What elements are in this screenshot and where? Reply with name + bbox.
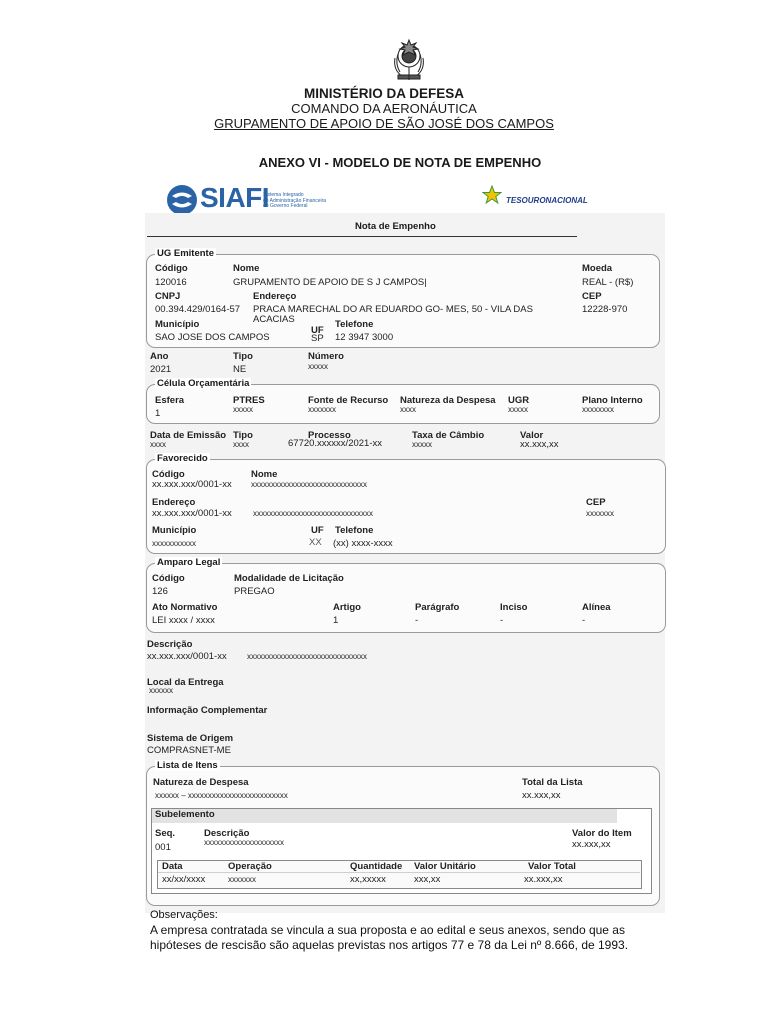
favorecido-municipio-label: Município xyxy=(152,525,197,536)
alinea-label: Alínea xyxy=(582,602,611,613)
ug-endereco-value: PRACA MARECHAL DO AR EDUARDO GO- MES, 50 - VILA DAS xyxy=(253,304,533,315)
amparo-codigo-label: Código xyxy=(152,573,185,584)
ano-label: Ano xyxy=(150,351,169,362)
ug-uf-value: SP xyxy=(311,333,324,344)
document-title: Nota de Empenho xyxy=(355,221,436,232)
descricao-value: xxxxxxxxxxxxxxxxxxxxxxxxxxxxxx xyxy=(247,652,367,661)
table-cell-valor-unitario: xxx,xx xyxy=(414,874,441,885)
data-emissao-label: Data de Emissão xyxy=(150,430,227,441)
ug-municipio-label: Município xyxy=(155,319,200,330)
title-divider xyxy=(147,236,577,237)
favorecido-endereco-value: xxxxxxxxxxxxxxxxxxxxxxxxxxxxxx xyxy=(253,509,373,518)
favorecido-municipio-value: xxxxxxxxxxx xyxy=(152,539,196,548)
valor-item-label: Valor do Item xyxy=(572,828,632,839)
paragrafo-label: Parágrafo xyxy=(415,602,460,613)
ug-cep-value: 12228-970 xyxy=(582,304,628,315)
header-group: GRUPAMENTO DE APOIO DE SÃO JOSÉ DOS CAMPOS xyxy=(214,116,554,131)
inciso-value: - xyxy=(500,615,504,626)
descricao-label: Descrição xyxy=(147,639,193,650)
item-descricao-label: Descrição xyxy=(204,828,250,839)
header-command: COMANDO DA AERONÁUTICA xyxy=(291,101,477,116)
star-icon xyxy=(482,185,502,205)
informacao-complementar-label: Informação Complementar xyxy=(147,705,268,716)
artigo-value: 1 xyxy=(333,615,339,626)
table-cell-operacao: xxxxxxx xyxy=(228,875,256,884)
ug-cep-label: CEP xyxy=(582,291,602,302)
local-entrega-label: Local da Entrega xyxy=(147,677,224,688)
processo-label: Processo xyxy=(308,430,351,441)
artigo-label: Artigo xyxy=(333,602,361,613)
esfera-value: 1 xyxy=(155,408,161,419)
siafi-emblem-icon xyxy=(166,184,198,216)
coat-of-arms-icon xyxy=(390,36,428,84)
table-cell-data: xx/xx/xxxx xyxy=(162,874,206,885)
ug-codigo-value: 120016 xyxy=(155,277,187,288)
lista-itens-legend: Lista de Itens xyxy=(157,760,218,771)
ato-normativo-value: LEI xxxx / xxxx xyxy=(152,615,215,626)
table-header-valor-total: Valor Total xyxy=(528,861,576,872)
modalidade-label: Modalidade de Licitação xyxy=(234,573,344,584)
descricao-code: xx.xxx.xxx/0001-xx xyxy=(147,651,227,662)
emissao-tipo-value: xxxx xyxy=(233,440,249,449)
esfera-label: Esfera xyxy=(155,395,185,406)
ato-normativo-label: Ato Normativo xyxy=(152,602,218,613)
table-header-operacao: Operação xyxy=(228,861,272,872)
header-ministry: MINISTÉRIO DA DEFESA xyxy=(303,86,464,101)
natureza-despesa-label: Natureza da Despesa xyxy=(400,395,496,406)
ptres-value: xxxxx xyxy=(233,405,253,414)
amparo-legal-legend: Amparo Legal xyxy=(157,557,221,568)
annex-title: ANEXO VI - MODELO DE NOTA DE EMPENHO xyxy=(258,155,542,170)
siafi-wordmark: SIAFI xyxy=(200,182,270,213)
ug-emitente-legend: UG Emitente xyxy=(157,248,215,259)
favorecido-legend: Favorecido xyxy=(157,453,208,464)
inciso-label: Inciso xyxy=(500,602,528,613)
favorecido-cep-label: CEP xyxy=(586,497,606,508)
tesouro-logo xyxy=(480,185,590,211)
taxa-cambio-label: Taxa de Câmbio xyxy=(412,430,485,441)
ug-telefone-value: 12 3947 3000 xyxy=(335,332,394,343)
table-header-valor-unitario: Valor Unitário xyxy=(414,861,476,872)
alinea-value: - xyxy=(582,615,586,626)
favorecido-codigo-value: xx.xxx.xxx/0001-xx xyxy=(152,479,232,490)
subelemento-title: Subelemento xyxy=(155,809,215,820)
numero-value: xxxxx xyxy=(308,362,328,371)
ug-cnpj-value: 00.394.429/0164-57 xyxy=(155,304,241,315)
favorecido-nome-label: Nome xyxy=(251,469,278,480)
celula-orcamentaria-legend: Célula Orçamentária xyxy=(157,378,250,389)
paragrafo-value: - xyxy=(415,615,419,626)
observacoes-label: Observações: xyxy=(150,909,218,921)
ano-value: 2021 xyxy=(150,364,172,375)
ug-nome-label: Nome xyxy=(233,263,260,274)
table-cell-valor-total: xx.xxx,xx xyxy=(524,874,563,885)
numero-label: Número xyxy=(308,351,344,362)
natureza-despesa-value: xxxx xyxy=(400,405,416,414)
sistema-origem-label: Sistema de Origem xyxy=(147,733,234,744)
seq-label: Seq. xyxy=(155,828,176,839)
tesouro-wordmark: TESOURONACIONAL xyxy=(506,196,588,205)
valor-value: xx.xxx,xx xyxy=(520,439,559,450)
ug-uf-label: UF xyxy=(311,325,324,336)
favorecido-uf-label: UF xyxy=(311,525,324,536)
valor-label: Valor xyxy=(520,430,544,441)
ugr-label: UGR xyxy=(508,395,530,406)
table-header-quantidade: Quantidade xyxy=(350,861,403,872)
fonte-recurso-value: xxxxxxx xyxy=(308,405,336,414)
local-entrega-value: xxxxxx xyxy=(149,686,173,695)
itens-natureza-label: Natureza de Despesa xyxy=(153,777,249,788)
favorecido-telefone-value: (xx) xxxx-xxxx xyxy=(333,538,393,549)
amparo-legal-box xyxy=(146,557,666,633)
ptres-label: PTRES xyxy=(233,395,265,406)
item-descricao-value: xxxxxxxxxxxxxxxxxxxx xyxy=(204,838,284,847)
tipo-label: Tipo xyxy=(233,351,253,362)
plano-interno-value: xxxxxxxx xyxy=(582,405,614,414)
siafi-subtitle: Sistema Integrado de Administração Financeira do Governo Federal xyxy=(263,192,327,209)
observacoes-line-2: hipóteses de rescisão são aquelas previstas nos artigos 77 e 78 da Lei nº 8.666, de 1993. xyxy=(150,938,629,952)
table-header-data: Data xyxy=(162,861,183,872)
ugr-value: xxxxx xyxy=(508,405,528,414)
subelemento-header xyxy=(152,809,617,823)
ug-moeda-value: REAL - (R$) xyxy=(582,277,634,288)
sistema-origem-value: COMPRASNET-ME xyxy=(147,745,231,756)
favorecido-cep-value: xxxxxxx xyxy=(586,509,614,518)
modalidade-value: PREGAO xyxy=(234,586,275,597)
favorecido-codigo-label: Código xyxy=(152,469,185,480)
amparo-codigo-value: 126 xyxy=(152,586,168,597)
taxa-cambio-value: xxxxx xyxy=(412,440,432,449)
siafi-logo xyxy=(166,183,346,217)
ug-cnpj-label: CNPJ xyxy=(155,291,181,302)
plano-interno-label: Plano Interno xyxy=(582,395,643,406)
ug-nome-value: GRUPAMENTO DE APOIO DE S J CAMPOS| xyxy=(233,277,427,288)
ug-moeda-label: Moeda xyxy=(582,263,613,274)
observacoes-line-1: A empresa contratada se vincula a sua proposta e ao edital e seus anexos, sendo que as xyxy=(150,923,625,937)
fonte-recurso-label: Fonte de Recurso xyxy=(308,395,389,406)
processo-value: 67720.xxxxxx/2021-xx xyxy=(288,438,382,449)
ug-codigo-label: Código xyxy=(155,263,188,274)
total-lista-value: xx.xxx,xx xyxy=(522,790,561,801)
data-emissao-value: xxxx xyxy=(150,440,166,449)
ug-municipio-value: SAO JOSE DOS CAMPOS xyxy=(155,332,270,343)
table-cell-quantidade: xx,xxxxx xyxy=(350,874,386,885)
ug-telefone-label: Telefone xyxy=(335,319,374,330)
valor-item-value: xx.xxx,xx xyxy=(572,839,611,850)
favorecido-uf-value: XX xyxy=(309,537,322,548)
favorecido-endereco-label: Endereço xyxy=(152,497,196,508)
favorecido-endereco-code: xx.xxx.xxx/0001-xx xyxy=(152,508,232,519)
favorecido-nome-value: xxxxxxxxxxxxxxxxxxxxxxxxxxxxx xyxy=(251,480,367,489)
itens-natureza-value: xxxxxx – xxxxxxxxxxxxxxxxxxxxxxxxx xyxy=(155,791,288,800)
emissao-tipo-label: Tipo xyxy=(233,430,253,441)
seq-value: 001 xyxy=(155,842,171,853)
tipo-value: NE xyxy=(233,364,247,375)
ug-endereco-label: Endereço xyxy=(253,291,297,302)
favorecido-telefone-label: Telefone xyxy=(335,525,374,536)
ug-endereco-value-2: ACACIAS xyxy=(253,314,295,325)
total-lista-label: Total da Lista xyxy=(522,777,583,788)
operacoes-table-divider xyxy=(158,872,640,873)
